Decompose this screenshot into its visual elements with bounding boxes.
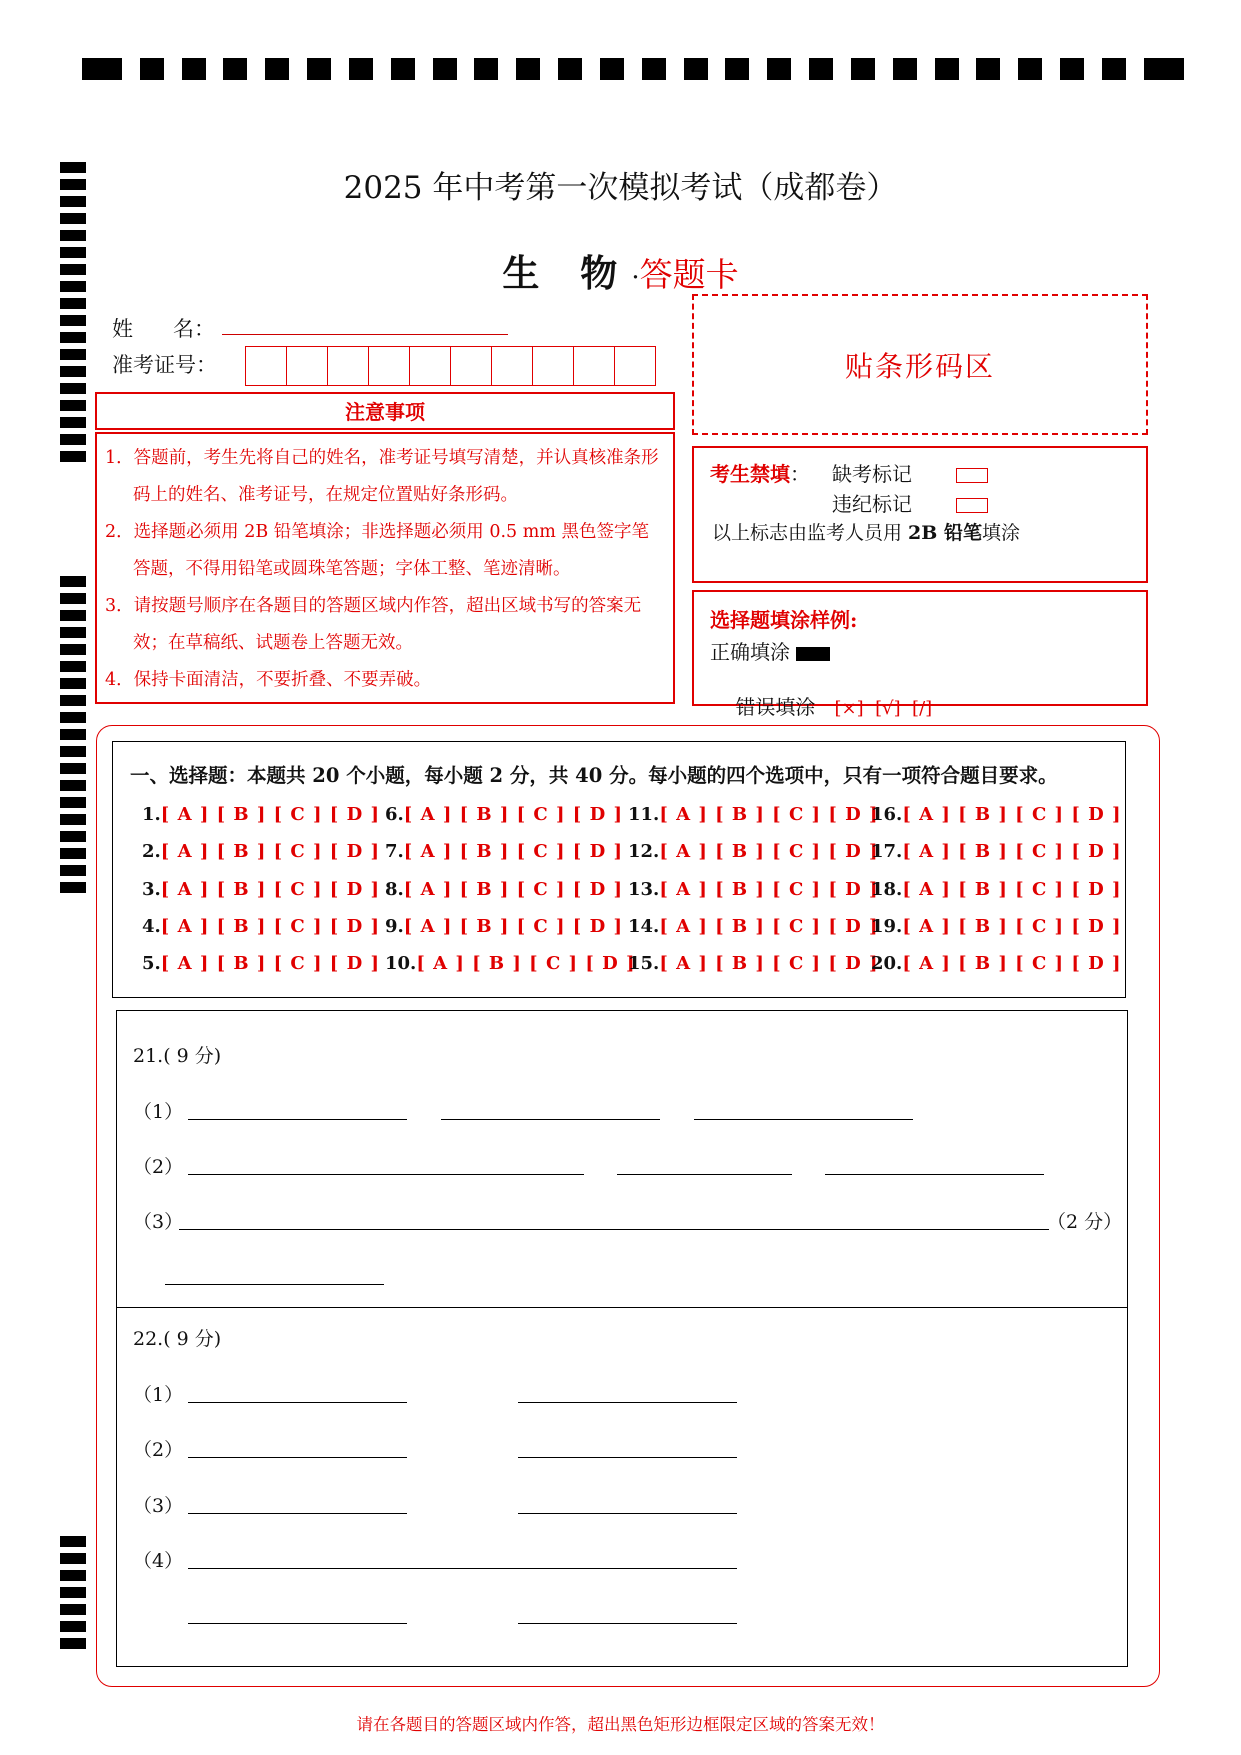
correct-fill-sample: [796, 647, 830, 661]
timing-mark: [60, 865, 86, 876]
mcq-question-20: [871, 953, 1122, 974]
timing-mark: [60, 451, 86, 462]
mcq-options[interactable]: [ A ] [ B ] [ C ] [ D ]: [416, 953, 636, 974]
mcq-number: 16.: [871, 804, 903, 825]
alignment-mark: [1144, 58, 1184, 80]
alignment-mark: [391, 58, 415, 80]
card-label: 答题卡: [639, 255, 739, 294]
mcq-question-13: [628, 879, 879, 900]
mcq-question-14: [628, 916, 879, 937]
timing-mark: [60, 695, 86, 706]
notice-item: 4．保持卡面清洁，不要折叠、不要弄破。: [105, 670, 432, 690]
mcq-question-11: [628, 804, 879, 825]
violation-row: [832, 488, 988, 517]
alignment-mark: [1018, 58, 1042, 80]
timing-mark: [60, 763, 86, 774]
footer-warning: 请在各题目的答题区域内作答，超出黑色矩形边框限定区域的答案无效！: [356, 1715, 885, 1734]
sample-title: 选择题填涂样例: [710, 608, 850, 632]
q22-part3-blank2[interactable]: [518, 1513, 737, 1514]
alignment-mark: [516, 58, 540, 80]
alignment-mark: [433, 58, 457, 80]
id-digit-box[interactable]: [615, 347, 655, 385]
q21-part1-label: （1）: [133, 1101, 184, 1123]
q21-part2-label: （2）: [133, 1156, 184, 1178]
timing-mark: [60, 434, 86, 445]
alignment-mark: [140, 58, 164, 80]
timing-mark: [60, 780, 86, 791]
id-label: 准考证号：: [112, 353, 217, 377]
q21-part2-blank1[interactable]: [188, 1174, 584, 1175]
violation-label: 违纪标记: [832, 492, 912, 516]
correct-label: 正确填涂: [710, 640, 790, 664]
mcq-options[interactable]: [ A ] [ B ] [ C ] [ D ]: [160, 916, 380, 937]
alignment-mark: [182, 58, 206, 80]
alignment-mark: [474, 58, 498, 80]
top-alignment-bar: [82, 58, 1184, 80]
side-timing-marks-middle: [60, 576, 86, 893]
barcode-area: 贴条形码区: [692, 294, 1148, 435]
id-digit-box[interactable]: [328, 347, 369, 385]
timing-mark: [60, 746, 86, 757]
q22-part3-blank1[interactable]: [188, 1513, 407, 1514]
alignment-mark: [642, 58, 666, 80]
timing-mark: [60, 644, 86, 655]
timing-mark: [60, 332, 86, 343]
mcq-number: 2.: [142, 841, 161, 862]
mcq-options[interactable]: [ A ] [ B ] [ C ] [ D ]: [160, 804, 380, 825]
q21-part1-blank3[interactable]: [694, 1119, 913, 1120]
sample-colon: :: [850, 608, 858, 632]
timing-mark: [60, 383, 86, 394]
mcq-options[interactable]: [ A ] [ B ] [ C ] [ D ]: [659, 804, 879, 825]
mcq-number: 14.: [628, 916, 660, 937]
mcq-options[interactable]: [ A ] [ B ] [ C ] [ D ]: [659, 841, 879, 862]
mcq-question-3: [142, 879, 380, 900]
id-digit-box[interactable]: [492, 347, 533, 385]
timing-mark: [60, 610, 86, 621]
timing-mark: [60, 230, 86, 241]
proctor-label: 考生禁填: [710, 462, 790, 486]
mcq-options[interactable]: [ A ] [ B ] [ C ] [ D ]: [659, 953, 879, 974]
mcq-number: 12.: [628, 841, 660, 862]
timing-mark: [60, 1621, 86, 1632]
mcq-number: 20.: [871, 953, 903, 974]
mcq-options[interactable]: [ A ] [ B ] [ C ] [ D ]: [902, 804, 1122, 825]
id-digit-box[interactable]: [369, 347, 410, 385]
timing-mark: [60, 1536, 86, 1547]
q22-part1-label: （1）: [133, 1384, 184, 1406]
mcq-question-6: [385, 804, 623, 825]
q22-title: 22.( 9 分): [133, 1328, 222, 1350]
mcq-number: 5.: [142, 953, 161, 974]
side-timing-marks-bottom: [60, 1536, 86, 1649]
q22-part4-blank1[interactable]: [188, 1568, 737, 1569]
mcq-options[interactable]: [ A ] [ B ] [ C ] [ D ]: [160, 841, 380, 862]
mcq-question-7: [385, 841, 623, 862]
timing-mark: [60, 712, 86, 723]
absent-row: [832, 458, 988, 487]
timing-mark: [60, 1570, 86, 1581]
q21-part2-blank2[interactable]: [617, 1174, 792, 1175]
mcq-number: 1.: [142, 804, 161, 825]
mcq-question-10: [385, 953, 636, 974]
mcq-number: 13.: [628, 879, 660, 900]
q21-part3-label: （3）: [133, 1211, 184, 1233]
alignment-mark: [893, 58, 917, 80]
id-digit-box[interactable]: [574, 347, 615, 385]
mcq-question-5: [142, 953, 380, 974]
proctor-note-prefix: 以上标志由监考人员用: [712, 522, 909, 544]
alignment-mark: [809, 58, 833, 80]
mcq-number: 8.: [385, 879, 404, 900]
mcq-question-16: [871, 804, 1122, 825]
alignment-mark: [82, 58, 122, 80]
notice-item: 2．选择题必须用 2B 铅笔填涂；非选择题必须用 0.5 mm 黑色签字笔答题，不得用铅笔或圆珠笔答题；字体工整、笔迹清晰。: [105, 522, 649, 579]
proctor-note-bold: 2B 铅笔: [908, 522, 982, 544]
proctor-note: [712, 518, 1020, 545]
mcq-number: 15.: [628, 953, 660, 974]
mcq-number: 10.: [385, 953, 417, 974]
timing-mark: [60, 213, 86, 224]
timing-mark: [60, 882, 86, 893]
q22-part1-blank2[interactable]: [518, 1402, 737, 1403]
timing-mark: [60, 366, 86, 377]
alignment-mark: [349, 58, 373, 80]
timing-mark: [60, 848, 86, 859]
timing-mark: [60, 661, 86, 672]
timing-mark: [60, 627, 86, 638]
mcq-question-17: [871, 841, 1122, 862]
timing-mark: [60, 1587, 86, 1598]
mcq-question-18: [871, 879, 1122, 900]
mcq-options[interactable]: [ A ] [ B ] [ C ] [ D ]: [403, 916, 623, 937]
mcq-question-9: [385, 916, 623, 937]
timing-mark: [60, 797, 86, 808]
exam-id-boxes[interactable]: [245, 346, 656, 386]
mcq-number: 9.: [385, 916, 404, 937]
notice-item: 3．请按题号顺序在各题目的答题区域内作答，超出区域书写的答案无效；在草稿纸、试题卷上答题无效。: [105, 596, 642, 653]
proctor-colon: ：: [790, 462, 810, 486]
mcq-options[interactable]: [ A ] [ B ] [ C ] [ D ]: [403, 804, 623, 825]
alignment-mark: [223, 58, 247, 80]
alignment-mark: [1060, 58, 1084, 80]
id-digit-box[interactable]: [451, 347, 492, 385]
timing-mark: [60, 400, 86, 411]
q22-part4-blank2[interactable]: [188, 1623, 407, 1624]
q22-part1-blank1[interactable]: [188, 1402, 407, 1403]
notice-item: 1．答题前，考生先将自己的姓名，准考证号填写清楚，并认真核准条形码上的姓名、准考证号，在规定位置贴好条形码。: [105, 448, 659, 505]
mcq-question-8: [385, 879, 623, 900]
q21-part3-score: （2 分）: [1047, 1211, 1123, 1233]
mcq-question-12: [628, 841, 879, 862]
mcq-number: 11.: [628, 804, 660, 825]
q22-part2-blank1[interactable]: [188, 1457, 407, 1458]
mcq-options[interactable]: [ A ] [ B ] [ C ] [ D ]: [659, 916, 879, 937]
mcq-question-19: [871, 916, 1122, 937]
subject-name: 生 物: [502, 251, 632, 295]
timing-mark: [60, 814, 86, 825]
mcq-options[interactable]: [ A ] [ B ] [ C ] [ D ]: [160, 953, 380, 974]
alignment-mark: [935, 58, 959, 80]
notice-heading: 注意事项: [95, 392, 675, 430]
timing-mark: [60, 1638, 86, 1649]
q22-box: [116, 1307, 1128, 1667]
mcq-number: 3.: [142, 879, 161, 900]
q21-part2-blank3[interactable]: [825, 1174, 1044, 1175]
mcq-question-2: [142, 841, 380, 862]
correct-row: [710, 636, 830, 665]
timing-mark: [60, 678, 86, 689]
mcq-options[interactable]: [ A ] [ B ] [ C ] [ D ]: [902, 916, 1122, 937]
alignment-mark: [684, 58, 708, 80]
q22-part4-blank3[interactable]: [518, 1623, 737, 1624]
title-dot: ·: [631, 263, 640, 293]
proctor-label-row: [710, 458, 810, 487]
q21-part3-blank1[interactable]: [179, 1229, 1049, 1230]
mcq-question-15: [628, 953, 879, 974]
alignment-mark: [600, 58, 624, 80]
alignment-mark: [851, 58, 875, 80]
timing-mark: [60, 417, 86, 428]
alignment-mark: [1102, 58, 1126, 80]
name-field[interactable]: [222, 333, 508, 335]
mcq-question-1: [142, 804, 380, 825]
alignment-mark: [725, 58, 749, 80]
alignment-mark: [307, 58, 331, 80]
side-timing-marks-top: [60, 162, 86, 462]
q22-part3-label: （3）: [133, 1495, 184, 1517]
mcq-options[interactable]: [ A ] [ B ] [ C ] [ D ]: [403, 879, 623, 900]
name-label: 姓 名：: [112, 317, 216, 341]
q21-title: 21.( 9 分): [133, 1045, 222, 1067]
mcq-options[interactable]: [ A ] [ B ] [ C ] [ D ]: [160, 879, 380, 900]
timing-mark: [60, 349, 86, 360]
wrong-marks: [×] [√] [/]: [834, 698, 933, 719]
notice-box: [95, 432, 675, 704]
mcq-number: 18.: [871, 879, 903, 900]
mcq-number: 6.: [385, 804, 404, 825]
q21-part1-blank1[interactable]: [188, 1119, 407, 1120]
mcq-options[interactable]: [ A ] [ B ] [ C ] [ D ]: [902, 953, 1122, 974]
alignment-mark: [265, 58, 289, 80]
timing-mark: [60, 593, 86, 604]
alignment-mark: [558, 58, 582, 80]
id-digit-box[interactable]: [246, 347, 287, 385]
timing-mark: [60, 1553, 86, 1564]
absent-mark-box[interactable]: [956, 468, 988, 483]
q22-part4-label: （4）: [133, 1550, 184, 1572]
mcq-options[interactable]: [ A ] [ B ] [ C ] [ D ]: [902, 879, 1122, 900]
id-digit-box[interactable]: [410, 347, 451, 385]
sample-title-row: [710, 604, 857, 633]
subject-title: [0, 243, 1241, 297]
mcq-options[interactable]: [ A ] [ B ] [ C ] [ D ]: [659, 879, 879, 900]
alignment-mark: [976, 58, 1000, 80]
timing-mark: [60, 315, 86, 326]
wrong-label: 错误填涂: [735, 695, 816, 719]
mcq-number: 17.: [871, 841, 903, 862]
q21-part1-blank2[interactable]: [441, 1119, 660, 1120]
timing-mark: [60, 729, 86, 740]
mcq-number: 19.: [871, 916, 903, 937]
mcq-title: 一、选择题：本题共 20 个小题，每小题 2 分，共 40 分。每小题的四个选项中，只有一项符合题目要求。: [130, 764, 1058, 787]
mcq-options[interactable]: [ A ] [ B ] [ C ] [ D ]: [403, 841, 623, 862]
proctor-box: [692, 446, 1148, 583]
alignment-mark: [767, 58, 791, 80]
q21-box: [116, 1010, 1128, 1308]
q22-part2-blank2[interactable]: [518, 1457, 737, 1458]
mcq-number: 7.: [385, 841, 404, 862]
timing-mark: [60, 576, 86, 587]
mcq-options[interactable]: [ A ] [ B ] [ C ] [ D ]: [902, 841, 1122, 862]
proctor-note-suffix: 填涂: [981, 522, 1020, 544]
q22-part2-label: （2）: [133, 1439, 184, 1461]
violation-mark-box[interactable]: [956, 498, 988, 513]
exam-title: 2025 年中考第一次模拟考试（成都卷）: [343, 170, 898, 206]
q21-part3-blank2[interactable]: [165, 1284, 384, 1285]
absent-label: 缺考标记: [832, 462, 912, 486]
fill-sample-box: [692, 590, 1148, 719]
timing-mark: [60, 831, 86, 842]
timing-mark: [60, 298, 86, 309]
mcq-question-4: [142, 916, 380, 937]
id-digit-box[interactable]: [533, 347, 574, 385]
mcq-number: 4.: [142, 916, 161, 937]
id-digit-box[interactable]: [287, 347, 328, 385]
timing-mark: [60, 1604, 86, 1615]
